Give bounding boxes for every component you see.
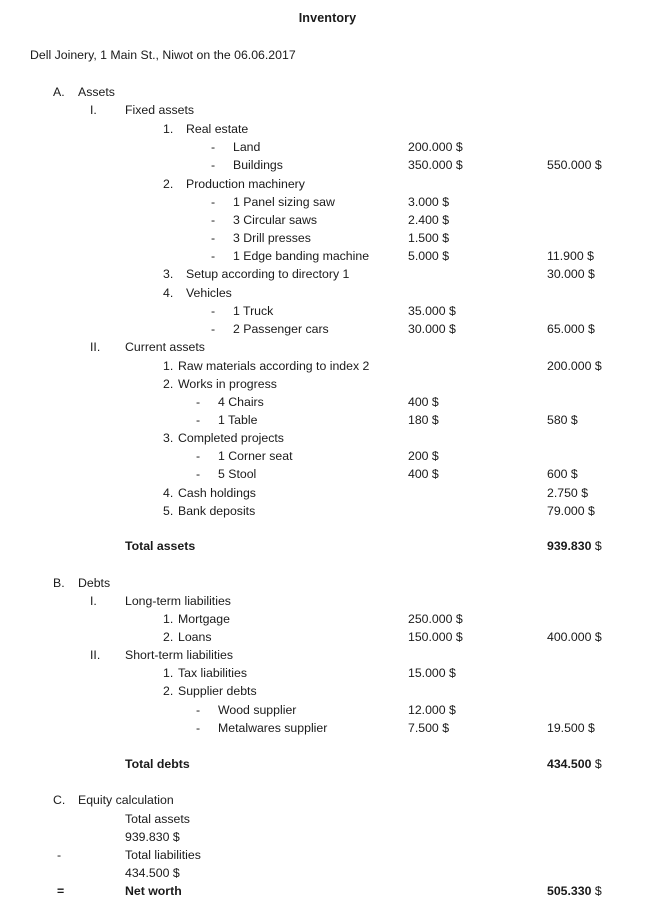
machinery-label: Production machinery bbox=[186, 177, 305, 191]
table-row bbox=[0, 193, 655, 211]
table-row bbox=[0, 302, 655, 320]
dash-marker: - bbox=[196, 703, 201, 717]
dash-marker: - bbox=[211, 322, 216, 336]
item-value-primary: 250.000 $ bbox=[408, 612, 463, 626]
completed-heading bbox=[0, 429, 655, 447]
current-assets-marker: II. bbox=[90, 340, 101, 354]
mortgage-label: Mortgage bbox=[178, 612, 230, 626]
item-label: 2 Passenger cars bbox=[233, 322, 329, 336]
table-row bbox=[0, 211, 655, 229]
total-debts-value bbox=[547, 755, 602, 773]
fixed-assets-label: Fixed assets bbox=[125, 103, 195, 117]
table-row bbox=[0, 265, 655, 283]
bank-label: Bank deposits bbox=[178, 504, 256, 518]
item-label: 1 Panel sizing saw bbox=[233, 195, 335, 209]
long-term-label: Long-term liabilities bbox=[125, 594, 231, 608]
total-assets-amount: 939.830 bbox=[547, 539, 592, 553]
completed-label: Completed projects bbox=[178, 431, 284, 445]
raw-materials-label: Raw materials according to index 2 bbox=[178, 359, 370, 373]
item-value-primary: 12.000 $ bbox=[408, 703, 456, 717]
dash-marker: - bbox=[196, 395, 201, 409]
supplier-debts-heading bbox=[0, 682, 655, 700]
real-estate-marker: 1. bbox=[163, 122, 174, 136]
item-value-primary: 350.000 $ bbox=[408, 158, 463, 172]
table-row bbox=[0, 701, 655, 719]
supplier-debts-marker: 2. bbox=[163, 684, 174, 698]
equity-label: Total assets bbox=[125, 812, 190, 826]
total-debts-label: Total debts bbox=[125, 757, 190, 771]
short-term-marker: II. bbox=[90, 648, 101, 662]
wip-heading bbox=[0, 375, 655, 393]
item-value-subtotal: 550.000 $ bbox=[547, 158, 602, 172]
dash-marker: - bbox=[211, 249, 216, 263]
table-row bbox=[0, 610, 655, 628]
table-row bbox=[0, 719, 655, 737]
bank-marker: 5. bbox=[163, 504, 174, 518]
dash-marker: - bbox=[196, 721, 201, 735]
item-value-primary: 30.000 $ bbox=[408, 322, 456, 336]
fixed-assets-heading bbox=[0, 101, 655, 119]
table-row bbox=[0, 357, 655, 375]
short-term-heading bbox=[0, 646, 655, 664]
section-a-label: Assets bbox=[78, 85, 115, 99]
item-label: 3 Drill presses bbox=[233, 231, 311, 245]
item-label: 1 Truck bbox=[233, 304, 274, 318]
table-row bbox=[0, 138, 655, 156]
current-assets-label: Current assets bbox=[125, 340, 205, 354]
table-row bbox=[0, 628, 655, 646]
item-value-subtotal: 200.000 $ bbox=[547, 359, 602, 373]
mortgage-marker: 1. bbox=[163, 612, 174, 626]
vehicles-marker: 4. bbox=[163, 286, 174, 300]
dash-marker: - bbox=[196, 467, 201, 481]
cash-label: Cash holdings bbox=[178, 486, 256, 500]
table-row bbox=[0, 502, 655, 520]
item-value-primary: 2.400 $ bbox=[408, 213, 450, 227]
item-value-primary: 150.000 $ bbox=[408, 630, 463, 644]
setup-marker: 3. bbox=[163, 267, 174, 281]
table-row bbox=[0, 664, 655, 682]
item-value-subtotal: 580 $ bbox=[547, 413, 578, 427]
item-value-primary: 7.500 $ bbox=[408, 721, 450, 735]
real-estate-heading bbox=[0, 120, 655, 138]
vehicles-heading bbox=[0, 284, 655, 302]
table-row bbox=[0, 447, 655, 465]
item-value-subtotal: 65.000 $ bbox=[547, 322, 595, 336]
table-row bbox=[0, 156, 655, 174]
item-value-primary: 15.000 $ bbox=[408, 666, 456, 680]
machinery-marker: 2. bbox=[163, 177, 174, 191]
fixed-assets-marker: I. bbox=[90, 103, 97, 117]
item-value-primary: 35.000 $ bbox=[408, 304, 456, 318]
total-debts-currency: $ bbox=[594, 757, 602, 771]
equity-operator: - bbox=[57, 848, 62, 862]
item-value-subtotal: 2.750 $ bbox=[547, 486, 589, 500]
item-label: Wood supplier bbox=[218, 703, 297, 717]
loans-label: Loans bbox=[178, 630, 212, 644]
total-assets-label: Total assets bbox=[125, 539, 196, 553]
item-value-primary: 400 $ bbox=[408, 395, 439, 409]
total-assets-currency: $ bbox=[594, 539, 602, 553]
current-assets-heading bbox=[0, 338, 655, 356]
wip-marker: 2. bbox=[163, 377, 174, 391]
item-label: 5 Stool bbox=[218, 467, 257, 481]
equity-label: 939.830 $ bbox=[125, 830, 180, 844]
section-c-heading bbox=[0, 791, 655, 809]
long-term-heading bbox=[0, 592, 655, 610]
page-title: Inventory bbox=[298, 11, 357, 25]
section-b-marker: B. bbox=[53, 576, 65, 590]
item-value-primary: 180 $ bbox=[408, 413, 439, 427]
section-c-label: Equity calculation bbox=[78, 793, 174, 807]
supplier-debts-label: Supplier debts bbox=[178, 684, 257, 698]
setup-label: Setup according to directory 1 bbox=[186, 267, 350, 281]
item-label: 3 Circular saws bbox=[233, 213, 318, 227]
item-value-primary: 200.000 $ bbox=[408, 140, 463, 154]
item-value-primary: 5.000 $ bbox=[408, 249, 450, 263]
item-value-primary: 200 $ bbox=[408, 449, 439, 463]
item-value-subtotal: 30.000 $ bbox=[547, 267, 595, 281]
short-term-label: Short-term liabilities bbox=[125, 648, 233, 662]
completed-marker: 3. bbox=[163, 431, 174, 445]
table-row bbox=[0, 411, 655, 429]
item-label: 4 Chairs bbox=[218, 395, 264, 409]
item-value-subtotal: 400.000 $ bbox=[547, 630, 602, 644]
section-a-marker: A. bbox=[53, 85, 65, 99]
equity-line bbox=[0, 810, 655, 828]
section-c-marker: C. bbox=[53, 793, 66, 807]
dash-marker: - bbox=[211, 304, 216, 318]
equity-line bbox=[0, 828, 655, 846]
item-value-primary: 1.500 $ bbox=[408, 231, 450, 245]
item-value-subtotal: 19.500 $ bbox=[547, 721, 595, 735]
dash-marker: - bbox=[211, 195, 216, 209]
section-b-heading bbox=[0, 574, 655, 592]
machinery-heading bbox=[0, 175, 655, 193]
loans-marker: 2. bbox=[163, 630, 174, 644]
net-worth-amount: 505.330 bbox=[547, 884, 592, 898]
item-value-subtotal: 11.900 $ bbox=[547, 249, 594, 263]
total-debts-amount: 434.500 bbox=[547, 757, 592, 771]
dash-marker: - bbox=[196, 413, 201, 427]
document-subtitle: Dell Joinery, 1 Main St., Niwot on the 06.06.2017 bbox=[30, 48, 296, 62]
long-term-marker: I. bbox=[90, 594, 97, 608]
real-estate-label: Real estate bbox=[186, 122, 249, 136]
item-label: Buildings bbox=[233, 158, 283, 172]
table-row bbox=[0, 229, 655, 247]
item-label: 1 Table bbox=[218, 413, 258, 427]
item-value-primary: 400 $ bbox=[408, 467, 439, 481]
vehicles-label: Vehicles bbox=[186, 286, 232, 300]
net-worth-currency: $ bbox=[594, 884, 602, 898]
dash-marker: - bbox=[211, 140, 216, 154]
equity-label: Total liabilities bbox=[125, 848, 201, 862]
item-value-subtotal: 600 $ bbox=[547, 467, 578, 481]
total-assets-row bbox=[0, 537, 655, 555]
table-row bbox=[0, 393, 655, 411]
dash-marker: - bbox=[211, 158, 216, 172]
dash-marker: - bbox=[211, 213, 216, 227]
item-value-primary: 3.000 $ bbox=[408, 195, 450, 209]
raw-materials-marker: 1. bbox=[163, 359, 174, 373]
wip-label: Works in progress bbox=[178, 377, 277, 391]
item-label: 1 Edge banding machine bbox=[233, 249, 370, 263]
total-debts-row bbox=[0, 755, 655, 773]
section-b-label: Debts bbox=[78, 576, 111, 590]
tax-label: Tax liabilities bbox=[178, 666, 248, 680]
net-worth-operator: = bbox=[57, 884, 65, 898]
table-row bbox=[0, 465, 655, 483]
dash-marker: - bbox=[196, 449, 201, 463]
item-value-subtotal: 79.000 $ bbox=[547, 504, 595, 518]
table-row bbox=[0, 320, 655, 338]
equity-label: 434.500 $ bbox=[125, 866, 180, 880]
item-label: Land bbox=[233, 140, 261, 154]
section-a-heading bbox=[0, 83, 655, 101]
net-worth-value bbox=[547, 882, 602, 900]
net-worth-label: Net worth bbox=[125, 884, 182, 898]
equity-line bbox=[0, 846, 655, 864]
table-row bbox=[0, 484, 655, 502]
net-worth-row bbox=[0, 882, 655, 900]
item-label: 1 Corner seat bbox=[218, 449, 293, 463]
total-assets-value bbox=[547, 537, 602, 555]
equity-line bbox=[0, 864, 655, 882]
cash-marker: 4. bbox=[163, 486, 174, 500]
item-label: Metalwares supplier bbox=[218, 721, 328, 735]
dash-marker: - bbox=[211, 231, 216, 245]
tax-marker: 1. bbox=[163, 666, 174, 680]
table-row bbox=[0, 247, 655, 265]
